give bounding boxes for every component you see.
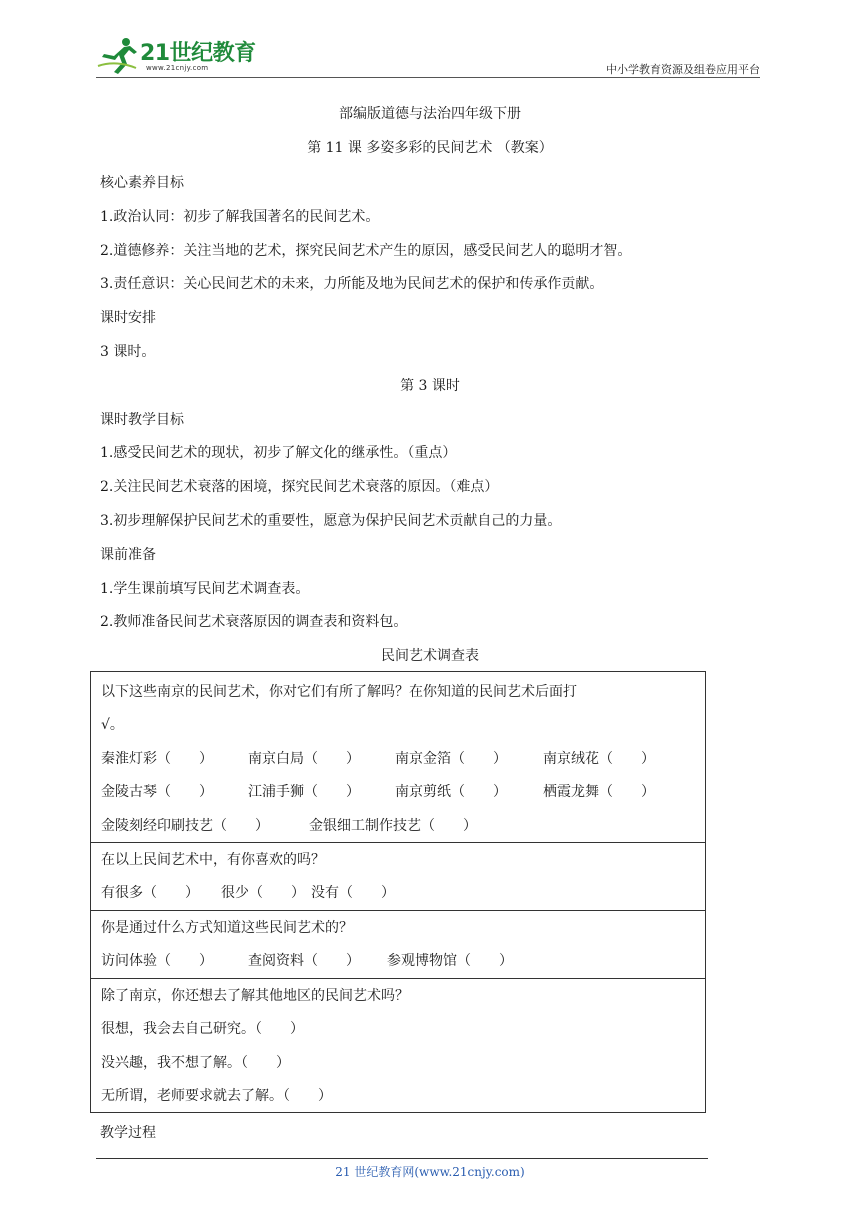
survey-row-q1 (91, 672, 705, 843)
logo-url: www.21cnjy.com (146, 64, 209, 72)
schedule-value: 3 课时。 (100, 344, 156, 360)
q4-option: 很想，我会去自己研究。（ ） (101, 1021, 304, 1037)
core-heading: 核心素养目标 (100, 175, 184, 191)
goal-item: 3.初步理解保护民间艺术的重要性，愿意为保护民间艺术贡献自己的力量。 (100, 513, 562, 529)
survey-row-q2 (91, 842, 705, 911)
runner-logo-icon (96, 36, 140, 76)
q1-option: 南京绒花（ ） (543, 751, 655, 767)
core-item: 3.责任意识：关心民间艺术的未来，力所能及地为民间艺术的保护和传承作贡献。 (100, 276, 604, 292)
survey-table (90, 671, 706, 1113)
q2-option: 有很多（ ） (101, 885, 199, 901)
q1-prompt-cont: √。 (101, 717, 124, 733)
q3-option: 查阅资料（ ） (248, 953, 360, 969)
q3-option: 参观博物馆（ ） (387, 953, 513, 969)
q4-prompt: 除了南京，你还想去了解其他地区的民间艺术吗？ (101, 988, 409, 1004)
lesson-title: 第 11 课 多姿多彩的民间艺术 （教案） (307, 140, 553, 156)
q1-option: 江浦手狮（ ） (248, 784, 360, 800)
doc-title: 部编版道德与法治四年级下册 (339, 106, 521, 122)
q4-option: 没兴趣，我不想了解。（ ） (101, 1055, 290, 1071)
footer-divider (96, 1158, 708, 1159)
q3-option: 访问体验（ ） (101, 953, 213, 969)
q1-option: 南京剪纸（ ） (395, 784, 507, 800)
page-header (96, 34, 760, 78)
q1-option: 南京金箔（ ） (395, 751, 507, 767)
core-item: 2.道德修养：关注当地的艺术，探究民间艺术产生的原因，感受民间艺人的聪明才智。 (100, 243, 632, 259)
core-item: 1.政治认同：初步了解我国著名的民间艺术。 (100, 209, 380, 225)
survey-row-q4 (91, 978, 705, 1112)
period-title: 第 3 课时 (400, 378, 460, 394)
q1-option: 金陵古琴（ ） (101, 784, 213, 800)
goal-item: 1.感受民间艺术的现状，初步了解文化的继承性。（重点） (100, 445, 457, 461)
prep-item: 2.教师准备民间艺术衰落原因的调查表和资料包。 (100, 614, 408, 630)
q1-option: 秦淮灯彩（ ） (101, 751, 213, 767)
header-divider (96, 77, 760, 78)
survey-row-q3 (91, 910, 705, 979)
platform-label: 中小学教育资源及组卷应用平台 (606, 63, 760, 76)
goal-item: 2.关注民间艺术衰落的困境，探究民间艺术衰落的原因。（难点） (100, 479, 499, 495)
q4-option: 无所谓，老师要求就去了解。（ ） (101, 1088, 332, 1104)
q2-option: 很少（ ） (221, 885, 305, 901)
footer-link[interactable]: 21 世纪教育网(www.21cnjy.com) (335, 1165, 525, 1179)
q3-prompt: 你是通过什么方式知道这些民间艺术的？ (101, 920, 353, 936)
prep-heading: 课前准备 (100, 547, 156, 563)
q1-option: 栖霞龙舞（ ） (543, 784, 655, 800)
schedule-heading: 课时安排 (100, 310, 156, 326)
q2-option: 没有（ ） (311, 885, 395, 901)
q2-prompt: 在以上民间艺术中，有你喜欢的吗？ (101, 852, 325, 868)
q1-prompt: 以下这些南京的民间艺术，你对它们有所了解吗？在你知道的民间艺术后面打 (101, 684, 577, 700)
q1-option: 金陵刻经印刷技艺（ ） (101, 818, 269, 834)
goal-heading: 课时教学目标 (100, 412, 184, 428)
prep-item: 1.学生课前填写民间艺术调查表。 (100, 581, 310, 597)
table-title: 民间艺术调查表 (381, 648, 479, 664)
process-heading: 教学过程 (100, 1125, 156, 1141)
q1-option: 金银细工制作技艺（ ） (309, 818, 477, 834)
logo (96, 34, 266, 78)
logo-text: 21世纪教育 (140, 41, 256, 66)
q1-option: 南京白局（ ） (248, 751, 360, 767)
